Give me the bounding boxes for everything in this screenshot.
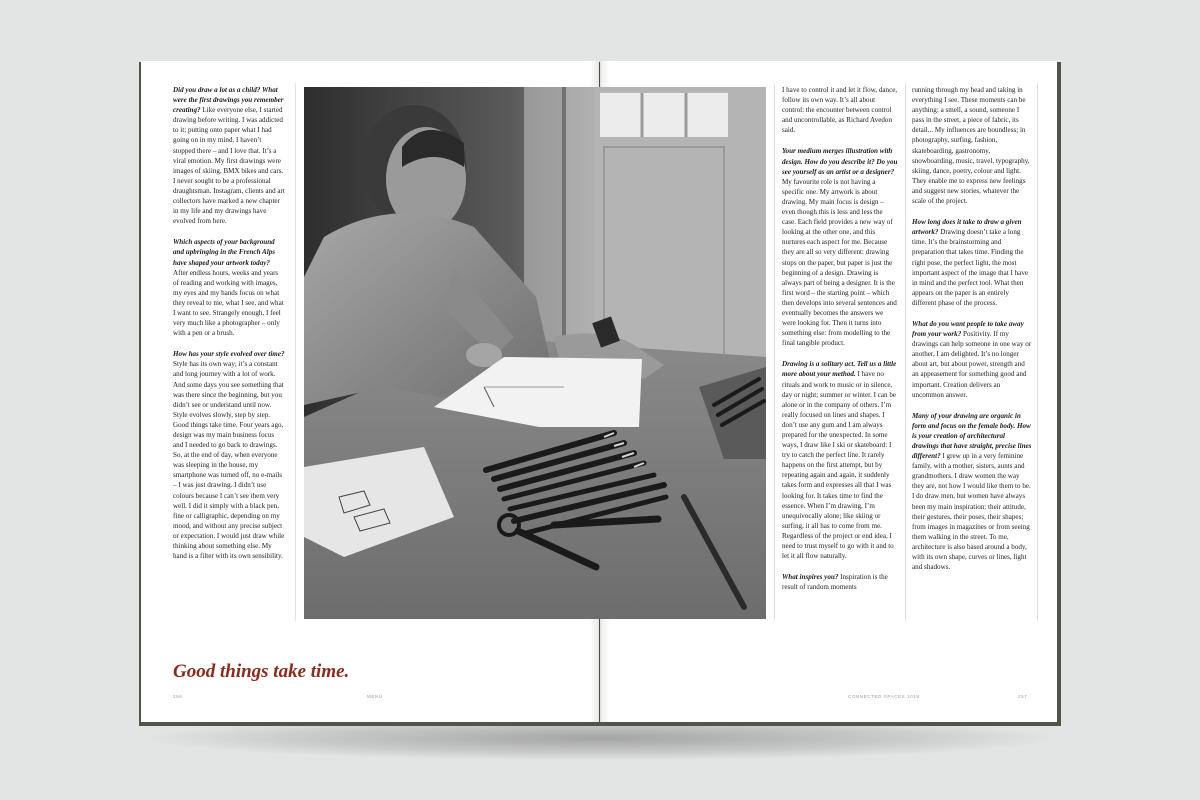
interview-column-3 bbox=[782, 85, 898, 603]
answer: Drawing doesn’t take a long time. It’s the brainstorming and preparation that takes time. Finding the right pose, the perfect light, the most important aspect of the image that I have in mind and the perfect tool. What then appears on the paper is an entirely different phase of the process. bbox=[912, 228, 1029, 307]
column-rule bbox=[295, 83, 296, 621]
answer: After endless hours, weeks and years of reading and working with images, my eyes and my hands focus on what they reveal to me, what I see, and what I want to see. Strangely enough, I feel very much like a photographer – only with a pen or a brush. bbox=[173, 268, 284, 338]
question: What do you want people to take away from your work? bbox=[912, 319, 1024, 339]
question: Many of your drawing are organic in form and focus on the female body. How is your creation of architectural drawings that have straight, precise lines different? bbox=[912, 411, 1032, 461]
qa-paragraph bbox=[173, 349, 285, 561]
qa-paragraph bbox=[173, 237, 285, 338]
qa-paragraph bbox=[782, 146, 898, 348]
page-number-left: 256 bbox=[173, 694, 183, 699]
running-head: CONNECTED SPACES 2019 bbox=[848, 694, 920, 699]
answer: I grew up in a very feminine family, with a mother, sisters, aunts and grandmothers. I draw women the way they are, not how I would like them to be. I do draw men, but women have always been my main inspiration: their attitude, their gestures, their poses, their shapes; from images in magazines or from seeing them walking in the street. To me, architecture is also based around a body, with its own shape, curves or lines, light and shadows. bbox=[912, 452, 1031, 572]
interview-column-4 bbox=[912, 85, 1032, 583]
page-number-right: 257 bbox=[1018, 694, 1028, 699]
qa-paragraph bbox=[782, 85, 898, 135]
question: How has your style evolved over time? bbox=[173, 350, 285, 359]
answer: My favourite role is not having a specific one. My artwork is about drawing. My main focus is design – even though this is less and less the case. Each field provides a new way of looking at the other one, and this nurtures each aspect for me. Because they are all so very different: drawing stops on the paper, but paper is just the beginning of a design. Drawing is always part of being a designer. It is the first word – the starting point – which then develops into several sentences and eventually becomes the answers we were looking for. Then it turns into something else: from modelling to the final tangible product. bbox=[782, 177, 897, 348]
qa-paragraph bbox=[912, 411, 1032, 573]
question: How long does it take to draw a given artwork? bbox=[912, 218, 1022, 237]
column-rule bbox=[1037, 83, 1038, 621]
qa-paragraph bbox=[782, 359, 898, 561]
answer: running through my head and taking in everything I see. These moments can be anything: a smell, a sound, someone I pass in the street, a piece of fabric, its detail... My influences are boundless; in photography, surfing, fashion, skateboarding, gastronomy, snowboarding, music, travel, typography, skiing, dance, poetry, colour and light. They enable me to express new feelings and suggest new stories, whatever the scale of the project. bbox=[912, 86, 1030, 206]
answer: I have no rituals and work to music or in silence, day or night; summer or winter. I can be alone or in the company of others. I’m really focused on lines and shapes. I don’t use any gum and I am always prepared for the unexpected. In some ways, I draw like I ski or skateboard: I try to catch the perfect line. It rarely happens on the first attempt, but by repeating again and again, it suddenly takes form and expresses all that I was looking for. It takes time to find the essence. When I’m drawing, I’m unequivocally alone; like skiing or surfing, it all has to come from me. Regardless of the project or end idea, I need to trust myself to go with it and to let it all flow naturally. bbox=[782, 370, 897, 561]
qa-paragraph bbox=[912, 217, 1032, 308]
question: Your medium merges illustration with design. How do you describe it? Do you see yourself as an artist or a designer? bbox=[782, 147, 898, 176]
section-label: MENU bbox=[367, 694, 383, 699]
column-rule bbox=[774, 83, 775, 621]
answer: Style has its own way; it’s a constant and long journey with a lot of work. And some days you see something that was there since the beginning, but you didn’t see or understand until now. Style evolves slowly, step by step. Good things take time. Four years ago, design was my main business focus and I needed to go back to drawings. So, at the end of day, when everyone was sleeping in the house, my smartphone was turned off, no e-mails – I was just drawing. I didn’t use colours because I can’t see them very well. I did it simply with a black pen, fine or calligraphic, depending on my mood, and without any precise subject or expectation. I would just draw while thinking about something else. My hand is a filter with its own sensibility. bbox=[173, 360, 285, 561]
qa-paragraph bbox=[173, 85, 285, 226]
answer: Like everyone else, I started drawing before writing. I was addicted to it; putting onto paper what I had going on in my mind. I haven’t stopped there – and I love that. It’s a viral emotion. My first drawings were images of skiing, BMX bikes and cars. I never sought to be a professional draughtsman. Instagram, clients and art collectors have marked a new chapter in my life and my drawings have evolved from here. bbox=[173, 106, 285, 226]
column-rule bbox=[905, 83, 906, 621]
answer: I have to control it and let it flow, dance, follow its own way. It’s all about control: the encounter between control and uncontrollable, as Richard Avedon said. bbox=[782, 86, 898, 135]
question: Which aspects of your background and upbringing in the French Alps have shaped your artwork today? bbox=[173, 238, 276, 267]
question: What inspires you? bbox=[782, 573, 839, 582]
qa-paragraph bbox=[782, 572, 898, 592]
qa-paragraph bbox=[912, 319, 1032, 400]
photo-illustration bbox=[304, 87, 766, 619]
answer: Inspiration is the result of random moments bbox=[782, 573, 888, 592]
qa-paragraph bbox=[912, 85, 1032, 206]
question: Drawing is a solitary act. Tell us a little more about your method. bbox=[782, 360, 897, 379]
photo-man-drawing bbox=[304, 87, 766, 619]
answer: Positivity. If my drawings can help someone in one way or another, I am delighted. It’s no longer about art, but about power, strength and an appeasement for something good and important. Creation delivers an uncommon answer. bbox=[912, 330, 1032, 399]
pull-quote: Good things take time. bbox=[173, 661, 350, 682]
interview-column-1 bbox=[173, 85, 285, 572]
question: Did you draw a lot as a child? What were the first drawings you remember creating? bbox=[173, 86, 284, 115]
